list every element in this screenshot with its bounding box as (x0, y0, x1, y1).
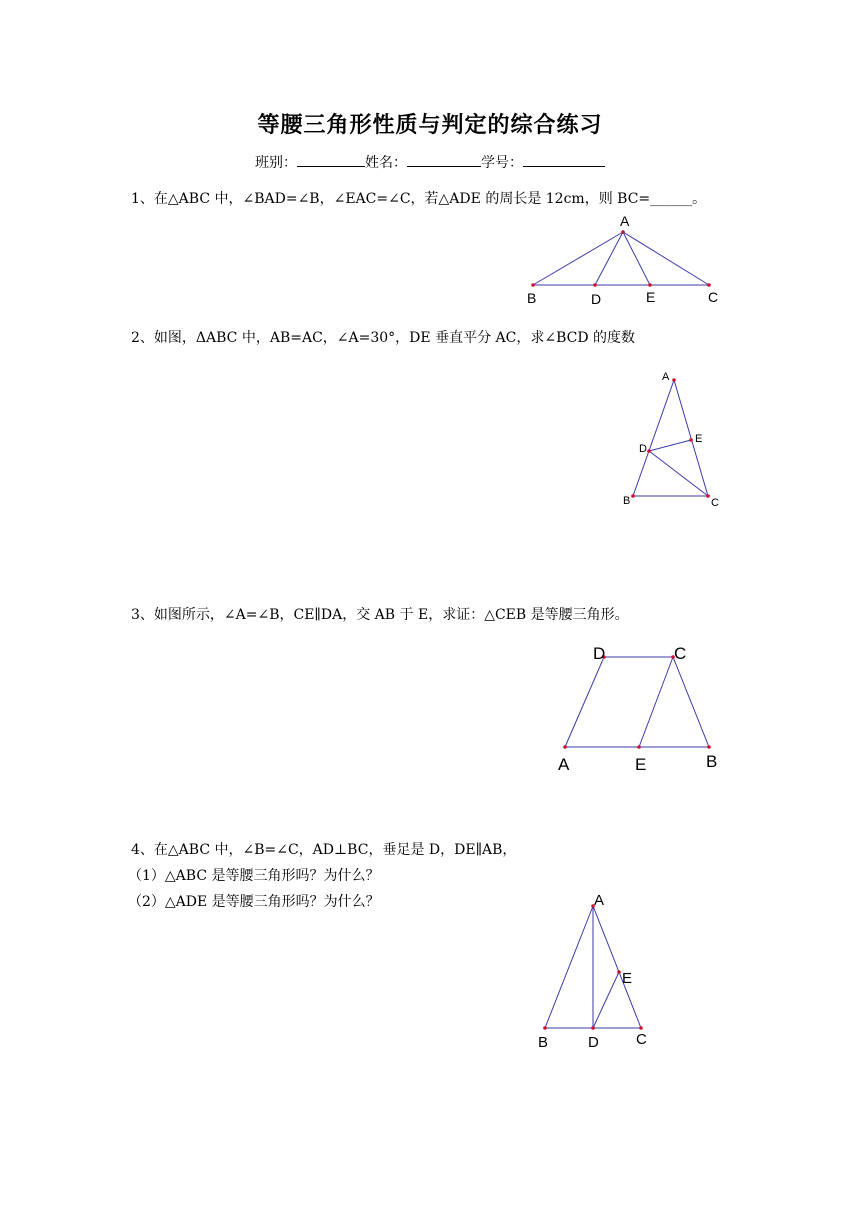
fig4-label-e: E (622, 970, 633, 987)
name-label: 姓名： (365, 155, 407, 171)
fig2-label-d: D (639, 443, 647, 455)
question-3-text: 3、如图所示，∠A=∠B，CE∥DA，交 AB 于 E，求证：△CEB 是等腰三角形。 (131, 607, 629, 623)
fig3-label-a: A (558, 755, 570, 774)
question-2-text: 2、如图，ΔABC 中，AB=AC，∠A=30°，DE 垂直平分 AC，求∠BCD 的度数 (131, 330, 636, 346)
question-4-sub-1: （1）△ABC 是等腰三角形吗？为什么？ (128, 868, 380, 884)
page-title: 等腰三角形性质与判定的综合练习 (257, 113, 603, 138)
fig4-label-d: D (588, 1034, 599, 1051)
class-label: 班别： (255, 155, 297, 171)
question-4-sub-2: （2）△ADE 是等腰三角形吗？为什么？ (128, 894, 380, 910)
fig3-label-e: E (635, 755, 647, 774)
figure-1 (527, 213, 718, 307)
figure-3 (558, 644, 717, 774)
id-label: 学号： (481, 155, 523, 171)
figure-2 (623, 371, 719, 509)
fig3-label-b: B (706, 752, 718, 771)
fig1-label-e: E (646, 289, 656, 305)
fig1-label-c: C (708, 289, 719, 305)
fig4-label-a: A (594, 892, 605, 909)
question-4-text: 4、在△ABC 中，∠B=∠C，AD⊥BC，垂足是 D，DE∥AB， (131, 842, 517, 858)
fig1-label-b: B (527, 290, 537, 306)
fig3-label-c: C (674, 644, 687, 663)
fig2-label-b: B (623, 495, 631, 507)
fig3-label-d: D (593, 644, 606, 663)
fig2-label-e: E (695, 433, 703, 445)
fig2-label-a: A (662, 371, 670, 383)
fig4-label-c: C (636, 1031, 647, 1048)
question-1-text: 1、在△ABC 中，∠BAD=∠B，∠EAC=∠C，若△ADE 的周长是 12cm，则 BC=______。 (131, 191, 707, 207)
fig2-label-c: C (711, 497, 719, 509)
fig1-label-d: D (591, 291, 602, 307)
fig1-label-a: A (620, 213, 630, 229)
fig4-label-b: B (538, 1034, 549, 1051)
figure-4 (538, 892, 647, 1051)
